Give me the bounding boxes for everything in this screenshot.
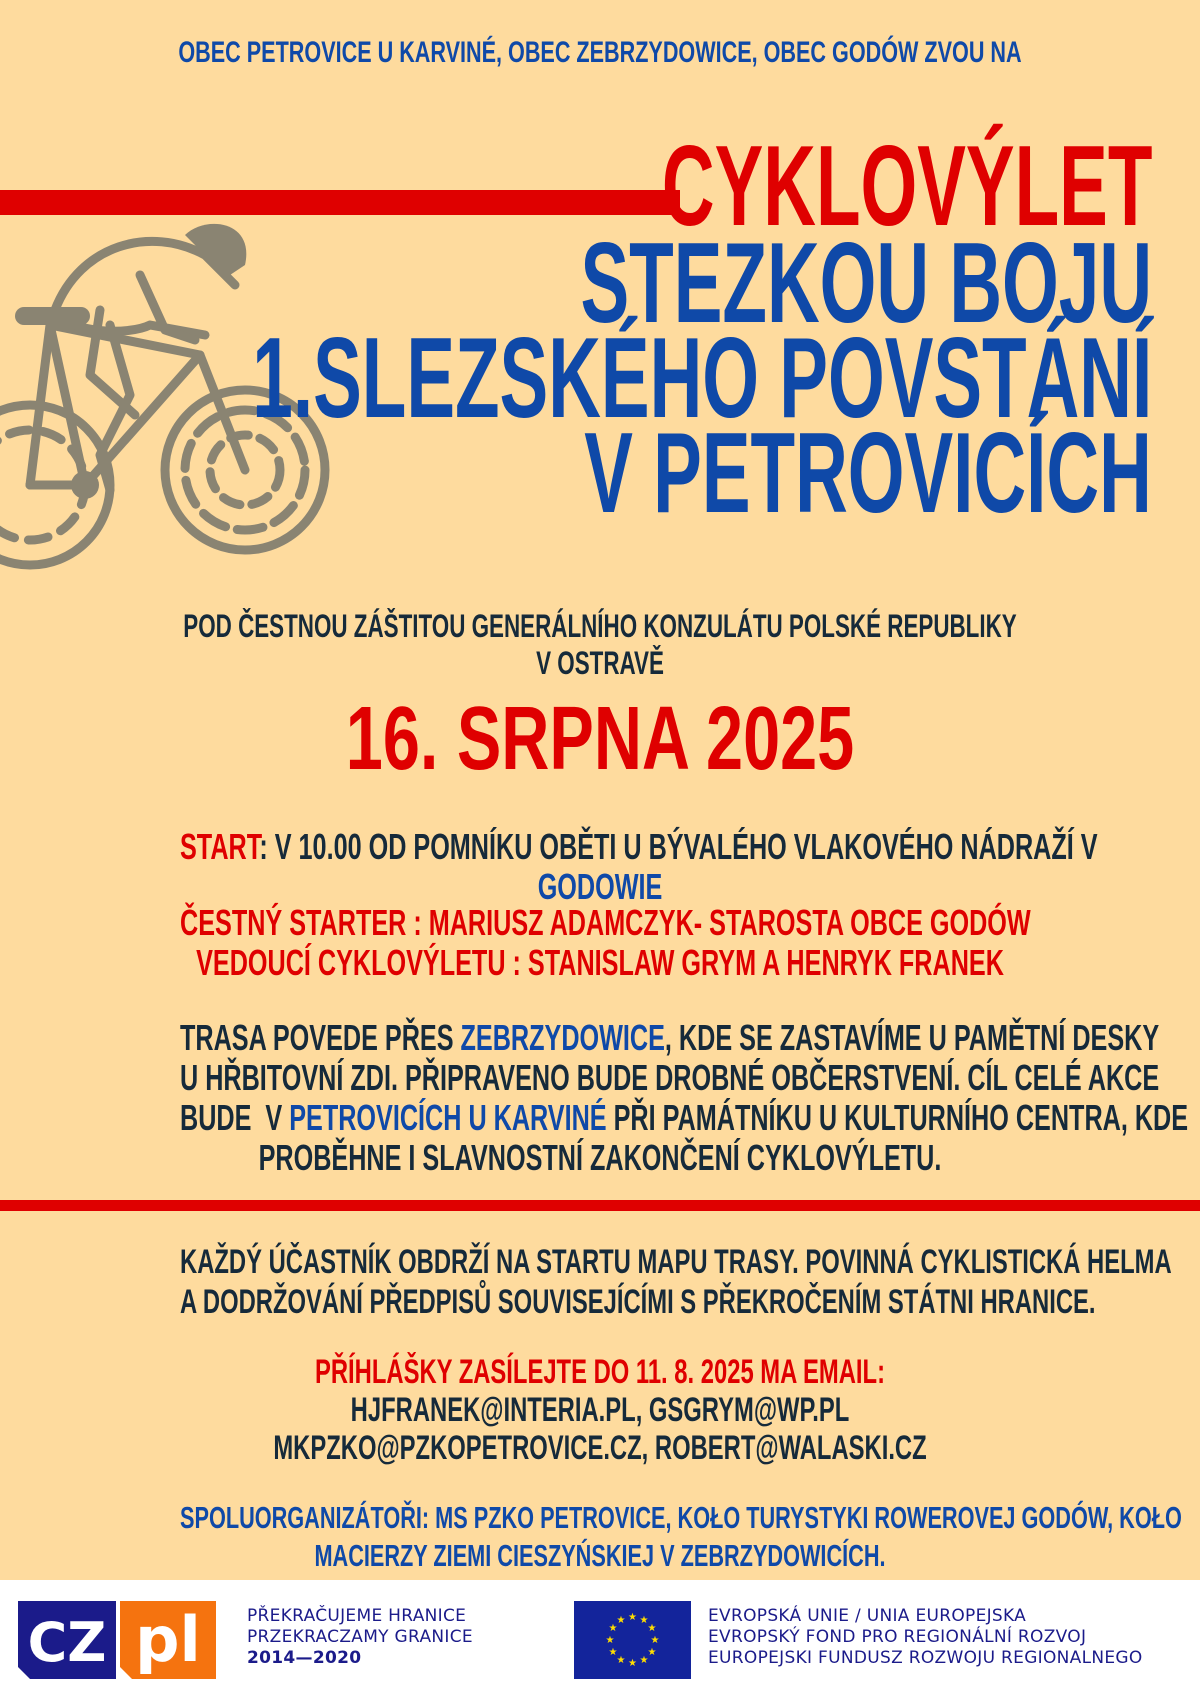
start-label: START	[180, 826, 260, 867]
svg-text:★: ★	[647, 1623, 657, 1634]
sponsor-footer	[0, 1580, 1200, 1697]
trip-leaders: VEDOUCÍ CYKLOVÝLETU : STANISLAW GRYM A HENRYK FRANEK	[196, 942, 1004, 983]
route-text: , KDE SE ZASTAVÍME U PAMĚTNÍ DESKY	[664, 1017, 1160, 1058]
red-divider-middle	[0, 1200, 1200, 1211]
route-line-1	[180, 1017, 1160, 1059]
info-line-2: A DODRŽOVÁNÍ PŘEDPISŮ SOUVISEJÍCÍMI S PŘEKROČENÍM STÁTNI HRANICE.	[180, 1283, 1096, 1321]
red-divider-top	[0, 190, 680, 215]
coorganizers-line-1: SPOLUORGANIZÁTOŘI: MS PZKO PETROVICE, KOŁO TURYSTYKI ROWEROVEJ GODÓW, KOŁO	[180, 1500, 1182, 1535]
route-line-2: U HŘBITOVNÍ ZDI. PŘIPRAVENO BUDE DROBNÉ OBČERSTVENÍ. CÍL CELÉ AKCE	[180, 1057, 1160, 1098]
coorganizers-line-2: MACIERZY ZIEMI CIESZYŃSKIEJ V ZEBRZYDOWICÍCH.	[314, 1538, 886, 1573]
eu-line-2: EVROPSKÝ FOND PRO REGIONÁLNÍ ROZVOJ	[708, 1627, 1087, 1647]
eu-line-3: EUROPEJSKI FUNDUSZ ROZWOJU REGIONALNEGO	[708, 1648, 1143, 1668]
info-line-1: KAŽDÝ ÚČASTNÍK OBDRŽÍ NA STARTU MAPU TRASY. POVINNÁ CYKLISTICKÁ HELMA	[180, 1243, 1172, 1281]
email-list-2[interactable]: MKPZKO@PZKOPETROVICE.CZ, ROBERT@WALASKI.CZ	[273, 1429, 927, 1467]
email-list-1[interactable]: HJFRANEK@INTERIA.PL, GSGRYM@WP.PL	[350, 1391, 850, 1429]
svg-text:★: ★	[650, 1635, 660, 1646]
start-place: GODOWIE	[537, 866, 663, 907]
title-line-1: CYKLOVÝLET	[661, 123, 1152, 250]
czpl-line-cz: PŘEKRAČUJEME HRANICE	[247, 1606, 467, 1626]
czpl-line-pl: PRZEKRACZAMY GRANICE	[247, 1627, 473, 1647]
honorary-starter: ČESTNÝ STARTER : MARIUSZ ADAMCZYK- STAROSTA OBCE GODÓW	[180, 902, 1031, 943]
svg-text:★: ★	[639, 1655, 649, 1666]
route-line-3	[180, 1097, 1189, 1139]
route-text: BUDE V	[180, 1097, 290, 1138]
svg-text:★: ★	[639, 1615, 649, 1626]
svg-text:★: ★	[647, 1647, 657, 1658]
event-date: 16. SRPNA 2025	[345, 689, 855, 789]
svg-text:★: ★	[605, 1635, 615, 1646]
eu-flag-icon	[574, 1601, 691, 1679]
title-line-2: STEZKOU BOJU	[580, 220, 1152, 347]
start-info	[180, 826, 1098, 868]
place-zebrzydowice: ZEBRZYDOWICE	[460, 1017, 665, 1058]
czpl-program-text	[247, 1606, 473, 1669]
place-petrovice: PETROVICÍCH U KARVINÉ	[289, 1097, 607, 1138]
eu-fund-text	[708, 1606, 1143, 1669]
route-text: PŘI PAMÁTNÍKU U KULTURNÍHO CENTRA, KDE	[606, 1097, 1189, 1138]
invitation-line: OBEC PETROVICE U KARVINÉ, OBEC ZEBRZYDOWICE, OBEC GODÓW ZVOU NA	[178, 36, 1022, 69]
czpl-logo	[18, 1601, 216, 1679]
route-line-4: PROBĚHNE I SLAVNOSTNÍ ZAKONČENÍ CYKLOVÝLETU.	[258, 1137, 942, 1178]
svg-text:pl: pl	[135, 1603, 201, 1676]
patronage-line-1: POD ČESTNOU ZÁŠTITOU GENERÁLNÍHO KONZULÁTU POLSKÉ REPUBLIKY	[183, 608, 1017, 644]
svg-text:★: ★	[608, 1647, 618, 1658]
route-text: TRASA POVEDE PŘES	[180, 1017, 461, 1058]
eu-line-1: EVROPSKÁ UNIE / UNIA EUROPEJSKA	[708, 1606, 1027, 1626]
svg-text:★: ★	[628, 1612, 637, 1623]
czpl-years: 2014—2020	[247, 1648, 362, 1668]
svg-text:★: ★	[616, 1615, 626, 1626]
svg-text:★: ★	[608, 1623, 618, 1634]
registration-heading: PŘÍHLÁŠKY ZASÍLEJTE DO 11. 8. 2025 MA EMAIL:	[314, 1353, 886, 1391]
title-line-4: V PETROVICÍCH	[584, 410, 1152, 537]
svg-text:CZ: CZ	[27, 1611, 107, 1674]
title-line-3: 1.SLEZSKÉHO POVSTÁNÍ	[252, 315, 1152, 442]
start-text: : V 10.00 OD POMNÍKU OBĚTI U BÝVALÉHO VLAKOVÉHO NÁDRAŽÍ V	[259, 826, 1098, 867]
patronage-line-2: V OSTRAVĚ	[536, 645, 664, 681]
svg-text:★: ★	[616, 1655, 626, 1666]
svg-text:★: ★	[628, 1658, 637, 1669]
